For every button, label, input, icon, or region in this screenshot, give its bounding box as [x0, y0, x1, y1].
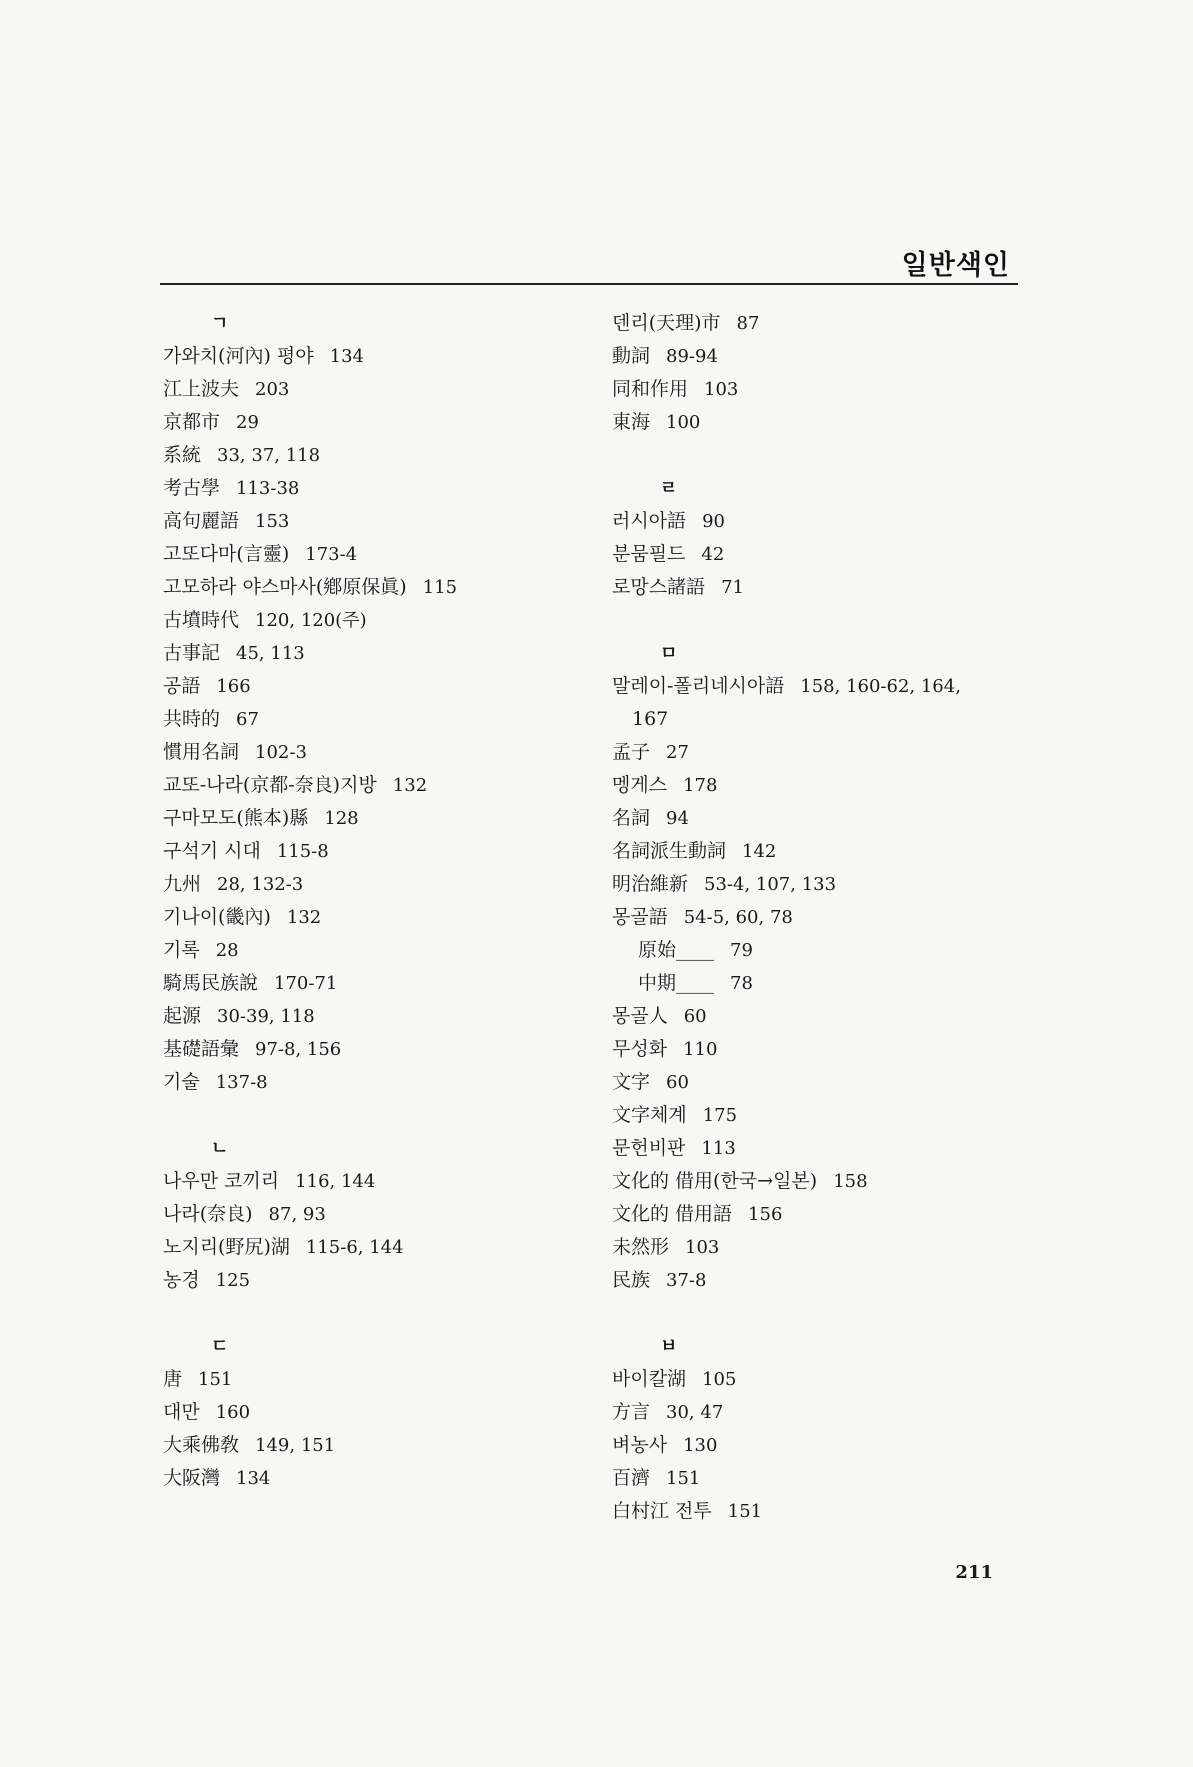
index-entry — [163, 934, 583, 967]
index-entry — [612, 538, 1032, 571]
entry-term: 대만 — [163, 1401, 200, 1423]
entry-term: 기술 — [163, 1071, 200, 1093]
section-spacer — [612, 604, 1032, 637]
index-entry — [612, 736, 1032, 769]
entry-term: 몽골人 — [612, 1005, 668, 1027]
section-spacer — [612, 1297, 1032, 1330]
index-entry — [612, 670, 1032, 703]
index-column-right — [612, 307, 1032, 1528]
index-entry — [612, 1264, 1032, 1297]
entry-term: 무성화 — [612, 1038, 668, 1060]
entry-term: 唐 — [163, 1368, 183, 1390]
index-entry — [163, 901, 583, 934]
index-entry — [612, 1495, 1032, 1528]
entry-pages: 42 — [701, 544, 725, 565]
entry-term: 白村江 전투 — [612, 1500, 712, 1522]
index-entry — [163, 505, 583, 538]
index-entry — [163, 340, 583, 373]
index-entry — [163, 1066, 583, 1099]
entry-term: 교또-나라(京都-奈良)지방 — [163, 774, 377, 796]
index-entry — [163, 1198, 583, 1231]
entry-term: 明治維新 — [612, 873, 689, 895]
entry-term: 京都市 — [163, 411, 221, 433]
entry-term: 구석기 시대 — [163, 840, 261, 862]
entry-pages: 60 — [683, 1006, 707, 1027]
page-title: 일반색인 — [901, 250, 1010, 281]
index-entry — [612, 868, 1032, 901]
index-entry — [612, 1396, 1032, 1429]
index-entry — [612, 1198, 1032, 1231]
entry-pages: 33, 37, 118 — [217, 445, 321, 466]
entry-pages: 116, 144 — [295, 1171, 376, 1192]
entry-pages: 160 — [215, 1402, 251, 1423]
index-entry — [163, 1429, 583, 1462]
entry-term: 百濟 — [612, 1467, 651, 1489]
section-spacer — [163, 1297, 583, 1330]
index-entry — [163, 373, 583, 406]
index-entry — [163, 604, 583, 637]
entry-pages: 97-8, 156 — [255, 1039, 342, 1060]
index-entry — [163, 1000, 583, 1033]
index-entry — [163, 472, 583, 505]
index-entry — [612, 373, 1032, 406]
entry-term: 基礎語彙 — [163, 1038, 240, 1060]
entry-term: 가와치(河內) 평야 — [163, 345, 314, 367]
entry-term: 문헌비판 — [612, 1137, 686, 1159]
entry-pages: 103 — [685, 1237, 720, 1258]
entry-pages: 132 — [286, 907, 322, 928]
entry-term: 노지리(野尻)湖 — [163, 1236, 290, 1258]
index-entry — [163, 406, 583, 439]
entry-pages: 173-4 — [305, 544, 358, 565]
entry-term: 로망스諸語 — [612, 576, 706, 598]
index-entry — [612, 340, 1032, 373]
entry-pages: 170-71 — [274, 973, 338, 994]
index-entry — [612, 835, 1032, 868]
index-entry — [163, 736, 583, 769]
entry-pages: 130 — [683, 1435, 718, 1456]
entry-pages: 100 — [666, 412, 701, 433]
entry-term: 民族 — [612, 1269, 651, 1291]
entry-pages: 30-39, 118 — [217, 1006, 315, 1027]
index-entry — [163, 703, 583, 736]
entry-term: 未然形 — [612, 1236, 670, 1258]
index-entry — [163, 802, 583, 835]
entry-pages: 120, 120(주) — [255, 610, 367, 631]
entry-pages: 78 — [730, 973, 753, 994]
entry-pages: 60 — [666, 1072, 689, 1093]
entry-term: 러시아語 — [612, 510, 687, 532]
entry-term: 孟子 — [612, 741, 651, 763]
entry-pages: 113 — [701, 1138, 736, 1159]
entry-pages: 115-6, 144 — [305, 1237, 404, 1258]
entry-pages: 151 — [666, 1468, 701, 1489]
entry-term: 멩게스 — [612, 774, 668, 796]
index-subentry — [612, 967, 1032, 1000]
entry-continuation: 167 — [632, 708, 669, 730]
entry-term: 몽골語 — [612, 906, 668, 928]
entry-term: 벼농사 — [612, 1434, 668, 1456]
entry-pages: 45, 113 — [236, 643, 305, 664]
index-entry — [612, 571, 1032, 604]
entry-pages: 71 — [721, 577, 744, 598]
entry-pages: 28, 132-3 — [217, 874, 304, 895]
entry-term: 系統 — [163, 444, 202, 466]
entry-pages: 137-8 — [215, 1072, 268, 1093]
entry-term: 나라(奈良) — [163, 1203, 253, 1225]
entry-term: 名詞 — [612, 807, 651, 829]
section-heading: ㅁ — [660, 643, 678, 664]
entry-term: 농경 — [163, 1269, 200, 1291]
entry-term: 말레이-폴리네시아語 — [612, 675, 785, 697]
index-entry — [612, 1099, 1032, 1132]
entry-pages: 134 — [236, 1468, 271, 1489]
index-entry — [163, 670, 583, 703]
entry-pages: 151 — [727, 1501, 763, 1522]
index-entry — [612, 1066, 1032, 1099]
index-entry — [612, 406, 1032, 439]
entry-term: 同和作用 — [612, 378, 689, 400]
entry-pages: 142 — [742, 841, 777, 862]
section-heading: ㄷ — [211, 1336, 229, 1357]
index-entry — [612, 769, 1032, 802]
entry-pages: 125 — [215, 1270, 251, 1291]
entry-term: 文字체계 — [612, 1104, 687, 1126]
index-entry — [612, 505, 1032, 538]
index-entry — [163, 1033, 583, 1066]
section-heading: ㄹ — [660, 478, 678, 499]
page-number: 211 — [955, 1562, 993, 1583]
entry-pages: 27 — [666, 742, 689, 763]
entry-term: 구마모도(熊本)縣 — [163, 807, 309, 829]
section-spacer — [163, 1099, 583, 1132]
entry-pages: 134 — [329, 346, 364, 367]
index-entry — [612, 1165, 1032, 1198]
index-entry — [612, 1231, 1032, 1264]
index-subentry — [612, 934, 1032, 967]
entry-pages: 103 — [704, 379, 739, 400]
entry-pages: 87 — [736, 313, 760, 334]
header-divider — [160, 283, 1018, 285]
index-entry — [163, 1165, 583, 1198]
entry-term: 騎馬民族說 — [163, 972, 259, 994]
entry-pages: 113-38 — [236, 478, 300, 499]
index-entry — [163, 769, 583, 802]
index-column-left — [163, 307, 583, 1495]
entry-pages: 115 — [422, 577, 458, 598]
entry-pages: 53-4, 107, 133 — [704, 874, 837, 895]
entry-pages: 128 — [324, 808, 359, 829]
index-entry — [612, 901, 1032, 934]
entry-pages: 151 — [198, 1369, 233, 1390]
entry-term: 江上波夫 — [163, 378, 240, 400]
index-entry — [612, 1033, 1032, 1066]
entry-term: 덴리(天理)市 — [612, 312, 721, 334]
entry-pages: 153 — [255, 511, 290, 532]
index-entry — [163, 1363, 583, 1396]
entry-term: 中期____ — [638, 972, 715, 994]
entry-term: 공語 — [163, 675, 201, 697]
entry-pages: 67 — [236, 709, 259, 730]
entry-pages: 158 — [833, 1171, 868, 1192]
entry-term: 古墳時代 — [163, 609, 240, 631]
index-entry — [163, 439, 583, 472]
index-entry — [612, 1363, 1032, 1396]
entry-term: 方言 — [612, 1401, 651, 1423]
index-entry — [163, 571, 583, 604]
entry-term: 기록 — [163, 939, 200, 961]
section-heading: ㄱ — [211, 313, 229, 334]
entry-pages: 175 — [702, 1105, 738, 1126]
index-entry — [163, 538, 583, 571]
entry-pages: 178 — [683, 775, 718, 796]
entry-term: 바이칼湖 — [612, 1368, 687, 1390]
entry-term: 大乘佛敎 — [163, 1434, 240, 1456]
entry-pages: 30, 47 — [666, 1402, 724, 1423]
entry-pages: 203 — [255, 379, 290, 400]
entry-pages: 149, 151 — [255, 1435, 336, 1456]
entry-term: 文化的 借用語 — [612, 1203, 733, 1225]
index-entry — [612, 802, 1032, 835]
entry-pages: 87, 93 — [268, 1204, 326, 1225]
entry-term: 名詞派生動詞 — [612, 840, 727, 862]
entry-pages: 37-8 — [666, 1270, 707, 1291]
entry-term: 분뭄필드 — [612, 543, 686, 565]
section-heading: ㄴ — [211, 1138, 229, 1159]
entry-term: 共時的 — [163, 708, 221, 730]
entry-term: 九州 — [163, 873, 202, 895]
index-entry — [163, 967, 583, 1000]
index-entry — [163, 1396, 583, 1429]
entry-term: 文化的 借用(한국→일본) — [612, 1170, 818, 1192]
entry-pages: 94 — [666, 808, 689, 829]
entry-term: 나우만 코끼리 — [163, 1170, 280, 1192]
entry-pages: 105 — [702, 1369, 737, 1390]
entry-term: 고모하라 야스마사(鄕原保眞) — [163, 576, 407, 598]
entry-term: 고또다마(言靈) — [163, 543, 290, 565]
index-entry — [163, 1264, 583, 1297]
entry-pages: 166 — [216, 676, 251, 697]
entry-pages: 89-94 — [666, 346, 718, 367]
entry-term: 起源 — [163, 1005, 202, 1027]
entry-pages: 158, 160-62, 164, — [800, 676, 961, 697]
entry-term: 考古學 — [163, 477, 221, 499]
index-entry — [612, 1462, 1032, 1495]
entry-term: 高句麗語 — [163, 510, 240, 532]
index-entry — [163, 835, 583, 868]
entry-pages: 28 — [215, 940, 239, 961]
index-entry — [612, 1429, 1032, 1462]
index-entry — [163, 637, 583, 670]
entry-term: 原始____ — [638, 939, 715, 961]
index-entry — [612, 1000, 1032, 1033]
entry-term: 大阪灣 — [163, 1467, 221, 1489]
entry-term: 古事記 — [163, 642, 221, 664]
entry-pages: 110 — [683, 1039, 718, 1060]
index-entry — [163, 1231, 583, 1264]
entry-term: 慣用名詞 — [163, 741, 240, 763]
section-spacer — [612, 439, 1032, 472]
entry-term: 東海 — [612, 411, 651, 433]
section-heading: ㅂ — [660, 1336, 678, 1357]
entry-term: 文字 — [612, 1071, 651, 1093]
entry-pages: 115-8 — [276, 841, 329, 862]
entry-pages: 54-5, 60, 78 — [683, 907, 793, 928]
entry-term: 기나이(畿內) — [163, 906, 271, 928]
entry-pages: 90 — [702, 511, 725, 532]
entry-pages: 102-3 — [255, 742, 307, 763]
entry-pages: 79 — [730, 940, 753, 961]
index-entry — [612, 1132, 1032, 1165]
entry-pages: 156 — [748, 1204, 783, 1225]
entry-pages: 132 — [392, 775, 428, 796]
index-entry — [163, 868, 583, 901]
entry-term: 動詞 — [612, 345, 651, 367]
index-entry — [612, 307, 1032, 340]
index-entry — [163, 1462, 583, 1495]
entry-pages: 29 — [236, 412, 259, 433]
